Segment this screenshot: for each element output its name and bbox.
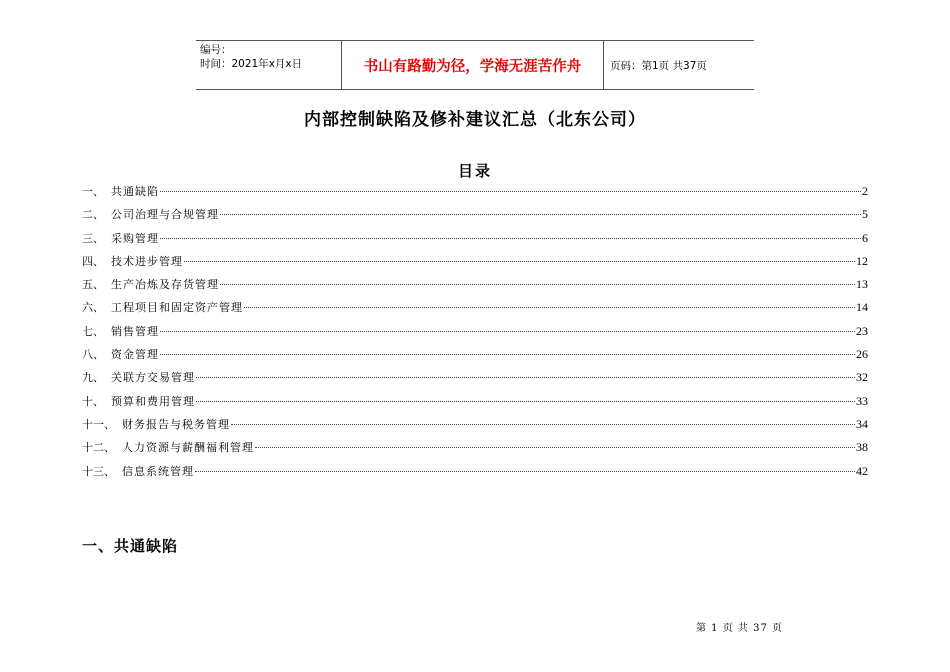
toc-entry-page: 14	[856, 300, 868, 315]
toc-entry[interactable]: 四、 技术进步管理 12	[82, 253, 868, 268]
toc-entry-label: 预算和费用管理	[111, 394, 195, 408]
toc-entry[interactable]: 七、 销售管理 23	[82, 323, 868, 338]
toc-entry-page: 34	[856, 416, 868, 431]
toc-leader-dots	[184, 261, 855, 262]
header-page-code: 页码：第1页 共37页	[610, 59, 707, 72]
toc-entry-page: 6	[862, 230, 868, 245]
toc-entry[interactable]: 十三、 信息系统管理 42	[82, 463, 868, 478]
toc-leader-dots	[196, 377, 855, 378]
toc-entry[interactable]: 十一、 财务报告与税务管理 34	[82, 416, 868, 431]
toc-entry-page: 38	[856, 440, 868, 455]
toc-entry[interactable]: 二、 公司治理与合规管理 5	[82, 207, 868, 222]
toc-entry-label: 工程项目和固定资产管理	[111, 301, 243, 315]
toc-leader-dots	[255, 447, 855, 448]
toc-entry-label: 人力资源与薪酬福利管理	[122, 441, 254, 455]
page-footer: 第 1 页 共 37 页	[696, 623, 783, 634]
header-meta	[196, 41, 341, 89]
toc-entry-page: 5	[862, 207, 868, 222]
header-time-label: 时间：2021年x月x日	[200, 58, 303, 70]
toc-entry-label: 关联方交易管理	[111, 371, 195, 385]
section-heading: 一、共通缺陷	[82, 537, 179, 555]
document-title: 内部控制缺陷及修补建议汇总（北东公司）	[304, 110, 646, 130]
toc-entry-label: 信息系统管理	[122, 464, 194, 478]
toc-entry-label: 采购管理	[111, 231, 159, 245]
toc-leader-dots	[160, 354, 855, 355]
toc-entry[interactable]: 八、 资金管理 26	[82, 347, 868, 362]
toc-leader-dots	[160, 238, 861, 239]
toc-entry[interactable]: 三、 采购管理 6	[82, 230, 868, 245]
toc-entry-page: 33	[856, 393, 868, 408]
toc-leader-dots	[160, 331, 855, 332]
toc-entry-page: 23	[856, 323, 868, 338]
table-of-contents	[82, 183, 868, 486]
toc-leader-dots	[195, 471, 855, 472]
toc-entry-label: 销售管理	[111, 324, 159, 338]
toc-entry-page: 2	[862, 184, 868, 198]
toc-entry[interactable]: 十二、 人力资源与薪酬福利管理 38	[82, 440, 868, 455]
header-slogan: 书山有路勤为径，学海无涯苦作舟	[341, 41, 604, 89]
toc-leader-dots	[244, 307, 855, 308]
toc-entry-label: 共通缺陷	[111, 185, 159, 198]
toc-entry-page: 12	[856, 253, 868, 268]
toc-entry-page: 13	[856, 277, 868, 292]
toc-entry[interactable]: 十、 预算和费用管理 33	[82, 393, 868, 408]
toc-leader-dots	[231, 424, 855, 425]
toc-entry-label: 资金管理	[111, 348, 159, 362]
toc-entry-page: 32	[856, 370, 868, 385]
toc-entry-page: 42	[856, 463, 868, 478]
toc-title: 目录	[457, 162, 492, 180]
toc-entry[interactable]: 一、 共通缺陷 2	[82, 184, 868, 198]
toc-leader-dots	[160, 191, 861, 192]
toc-entry-page: 26	[856, 347, 868, 362]
toc-leader-dots	[196, 401, 855, 402]
toc-entry-label: 公司治理与合规管理	[111, 208, 219, 222]
page-header	[196, 40, 754, 90]
toc-entry[interactable]: 六、 工程项目和固定资产管理 14	[82, 300, 868, 315]
toc-entry-label: 技术进步管理	[111, 254, 183, 268]
toc-leader-dots	[220, 284, 855, 285]
toc-entry-label: 财务报告与税务管理	[122, 417, 230, 431]
toc-entry-label: 生产冶炼及存货管理	[111, 278, 219, 292]
toc-entry[interactable]: 五、 生产冶炼及存货管理 13	[82, 277, 868, 292]
toc-leader-dots	[220, 214, 861, 215]
header-number-label: 编号：	[200, 44, 232, 56]
toc-entry[interactable]: 九、 关联方交易管理 32	[82, 370, 868, 385]
